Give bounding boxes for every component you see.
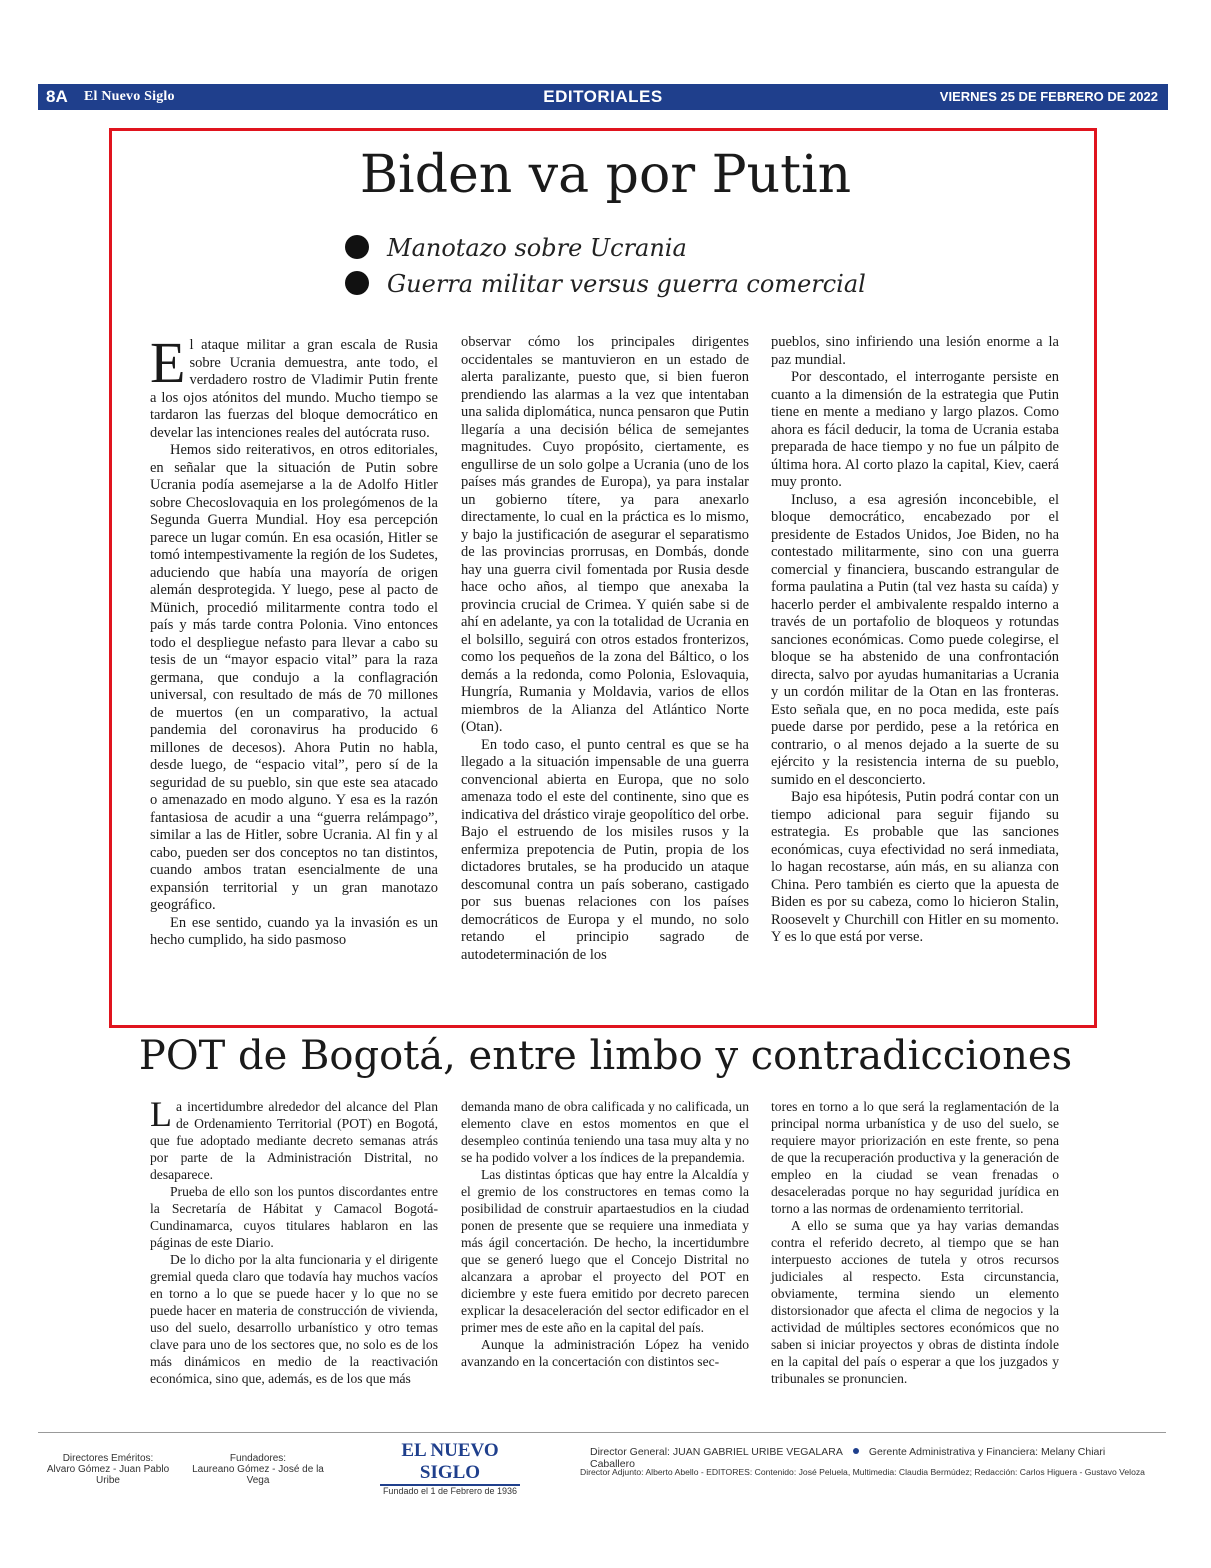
paragraph: Bajo esa hipótesis, Putin podrá contar con un tiempo adicional para seguir fijando su estrategia. Es probable que las sanciones económicas, cuya efectividad no será inmediata, lo hagan recostarse, aún más, en su alianza con China. Pero también es cierto que la apuesta de Biden es por su cabeza, como lo hicieron Stalin, Roosevelt y Churchill con Hitler en su momento. Y es lo que está por verse. [771, 789, 1059, 945]
paragraph: tores en torno a lo que será la reglamentación de la principal norma urbanística y de uso del suelo, se requiere mayor priorización en este frente, so pena de que la recuperación productiva y la generación de empleo en la ciudad se vean frenadas o desaceleradas porque no hay seguridad jurídica en torno a las normas de ordenamiento territorial. [771, 1099, 1059, 1216]
paragraph: A ello se suma que ya hay varias demandas contra el referido decreto, al tiempo que se han interpuesto acciones de tutela y otros recursos judiciales al respecto. Esta circunstancia, obviamente, termina siendo un elemento distorsionador que afecta el clima de negocios y la actividad de múltiples sectores económicos que no saben si iniciar proyectos y obras de distinta índole en la capital del país o esperar a que los juzgados y tribunales se pronuncien. [771, 1218, 1059, 1386]
paragraph: observar cómo los principales dirigentes occidentales se mantuvieron en un estado de alerta paralizante, puesto que, si bien fueron prendiendo las alarmas a la vez que intentaban una salida diplomática, nunca pensaron que Putin llegaría a una decisión bélica de semejantes magnitudes. Cuyo propósito, ciertamente, es engullirse de un solo golpe a Ucrania (uno de los países más grandes de Europa), ya para instalar un gobierno títere, ya para anexarlo directamente, lo cual en la práctica es lo mismo, y bajo la justificación de asegurar el separatismo de las provincias prorrusas, en Dombás, donde hay una guerra civil fomentada por Rusia desde hace ocho años, al tiempo que anexaba la provincia crucial de Crimea. Y quién sabe si de ahí en adelante, ya con la totalidad de Ucrania en el bolsillo, seguirá con otros estados fronterizos, como los pequeños de la zona del Báltico, o los demás a la redonda, como Polonia, Eslovaquia, Hungría, Rumania y Moldavia, varios de ellos miembros de la Alianza del Atlántico Norte (Otan). [461, 334, 749, 735]
editorial-1-bullets [345, 230, 866, 302]
paragraph: demanda mano de obra calificada y no calificada, un elemento clave en estos momentos en que el desempleo continúa teniendo una tasa muy alta y no se ha podido volver a los índices de la prepandemia. [461, 1099, 749, 1165]
paragraph: El ataque militar a gran escala de Rusia sobre Ucrania demuestra, ante todo, el verdadero rostro de Vladimir Putin frente a los ojos atónitos del mundo. Mucho tiempo se tardaron las fuerzas del bloque democrático en develar las intenciones reales del autócrata ruso. [150, 330, 438, 441]
paragraph: En ese sentido, cuando ya la invasión es un hecho cumplido, ha sido pasmoso [150, 914, 438, 948]
page-header-bar [38, 84, 1168, 110]
paragraph: Las distintas ópticas que hay entre la Alcaldía y el gremio de los constructores en temas como la posibilidad de construir apartaestudios en la ciudad ponen de presente que se requiere una inmediata y más ágil concertación. De hecho, la incertidumbre que se generó luego que el Concejo Distrital no alcanzara a aprobar el proyecto del POT en diciembre y este fuera emitido por decreto parecen explicar la desaceleración del sector edificador en el primer mes de este año en la capital del país. [461, 1167, 749, 1335]
paragraph: Hemos sido reiterativos, en otros editoriales, en señalar que la situación de Putin sobre Ucrania podía asemejarse a la de Adolfo Hitler sobre Checoslovaquia en los prolegómenos de la Segunda Guerra Mundial. Hoy esa percepción parece un lugar común. En esa ocasión, Hitler se tomó intempestivamente la región de los Sudetes, aduciendo que había una mayoría de origen alemán desprotegida. Y luego, pese al pacto de Münich, procedió militarmente contra todo el país y más tarde contra Polonia. Vino entonces todo el despliegue nefasto para llevar a cabo su tesis de un “mayor espacio vital” para la raza germana, que condujo a la conflagración universal, con resultado de más de 70 millones de muertos (en un comparativo, la actual pandemia del coronavirus ha producido 6 millones de decesos). Ahora Putin no habla, desde luego, de “espacio vital”, pero sí de la seguridad de su pueblo, sin que este sea atacado o amenazado en modo alguno. Y esa es la razón fantasiosa de acudir a una “guerra relámpago”, similar a las de Hitler, sobre Ucrania. Al fin y al cabo, pueden ser dos conceptos no tan distintos, cuando ambos tratan esencialmente de una expansión territorial y un gran manotazo geográfico. [150, 442, 438, 913]
paragraph: En todo caso, el punto central es que se ha llegado a la situación impensable de una guerra convencional abierta en Europa, que no solo amenaza todo el este del continente, sino que es indicativa del drástico viraje geopolítico del orbe. Bajo el estruendo de los misiles rusos y la enfermiza prepotencia de Putin, propia de los dictadores brutales, se ha producido un ataque descomunal contra un país soberano, castigado por sus buenas relaciones con los países democráticos de Europa y el mundo, no solo retando el principio sagrado de autodeterminación de los [461, 736, 749, 963]
bullet-item: Manotazo sobre Ucrania [345, 230, 866, 266]
editorial-2-column-3 [771, 1098, 1059, 1387]
paragraph: De lo dicho por la alta funcionaria y el dirigente gremial queda claro que todavía hay muchos vacíos en torno a lo que se puede hacer y lo que no se puede hacer en materia de construcción de vivienda, uso del suelo, desarrollo urbanístico y otro temas clave para uno de los sectores que, no solo es de los más dinámicos en medio de la reactivación económica, sino que, además, es de los que más [150, 1252, 438, 1386]
editorial-1-title: Biden va por Putin [359, 145, 852, 205]
separator-dot-icon [853, 1448, 859, 1454]
paragraph: Incluso, a esa agresión inconcebible, el bloque democrático, encabezado por el presidente de Estados Unidos, Joe Biden, no ha contestado militarmente, sino con una guerra comercial y financiera, buscando estrangular de forma paulatina a Putin (tal vez hasta su caída) y hacerlo perder el ambivalente respaldo interno a través de un portafolio de bloqueos y rotundas sanciones económicas. Como puede colegirse, el bloque se ha abstenido de una confrontación directa, salvo por ayudas humanitarias a Ucrania y un cordón militar de la Otan en las fronteras. Esto señala que, en no poca medida, este país puede darse por perdido, pese a la retórica en contrario, o al menos dejado a la suerte de su ejército y la resistencia interna de su pueblo, sumido en el desconcierto. [771, 491, 1059, 788]
paragraph: La incertidumbre alrededor del alcance del Plan de Ordenamiento Territorial (POT) en Bogotá, que fue adoptado mediante decreto semanas atrás por parte de la Administración Distrital, no desaparece. [150, 1094, 438, 1182]
paragraph: pueblos, sino infiriendo una lesión enorme a la paz mundial. [771, 334, 1059, 368]
footer-founders: Fundadores: Laureano Gómez - José de la Vega [192, 1453, 324, 1486]
footer-emeritus: Directores Eméritos: Alvaro Gómez - Juan Pablo Uribe [46, 1453, 170, 1486]
bullet-dot-icon [345, 235, 369, 259]
paragraph: Por descontado, el interrogante persiste en cuanto a la dimensión de la estrategia que Putin tiene en mente a mediano y largo plazos. Como ahora es fácil deducir, la toma de Ucrania estaba preparada de hace tiempo y no fue un pálpito de última hora. Al corto plazo la capital, Kiev, caerá muy pronto. [771, 369, 1059, 490]
editorial-2-column-1 [150, 1094, 438, 1387]
footer-staff: Director Adjunto: Alberto Abello - EDITORES: Contenido: José Peluela, Multimedia: Claudia Bermúdez; Redacción: Carlos Higuera - Gustavo Veloza [580, 1467, 1145, 1477]
director-general: Director General: JUAN GABRIEL URIBE VEGALARA [590, 1446, 843, 1458]
drop-cap: L [150, 1094, 172, 1134]
editorial-1-column-1 [150, 330, 438, 950]
paragraph: Prueba de ello son los puntos discordantes entre la Secretaría de Hábitat y Camacol Bogotá-Cundinamarca, cuyos titulares hablaron en las páginas de este Diario. [150, 1184, 438, 1250]
section-title: EDITORIALES [543, 87, 663, 106]
editorial-1-column-3 [771, 334, 1059, 947]
editorial-2-column-2 [461, 1098, 749, 1370]
bullet-item: Guerra militar versus guerra comercial [345, 266, 866, 302]
founded-date: Fundado el 1 de Febrero de 1936 [382, 1486, 518, 1496]
issue-date: VIERNES 25 DE FEBRERO DE 2022 [939, 89, 1158, 104]
editorial-1-column-2 [461, 334, 749, 964]
masthead-brand: El Nuevo Siglo [84, 89, 175, 104]
footer-logo: EL NUEVO SIGLO Fundado el 1 de Febrero de 1936 [380, 1440, 520, 1496]
footer-divider [38, 1432, 1166, 1433]
drop-cap: E [150, 330, 186, 395]
paragraph: Aunque la administración López ha venido avanzando en la concertación con distintos sec- [461, 1337, 749, 1369]
general-manager: Gerente Administrativa y Financiera: Melany Chiari Caballero [590, 1446, 1106, 1470]
editorial-2-title: POT de Bogotá, entre limbo y contradicciones [138, 1033, 1073, 1079]
page-number: 8A [46, 87, 68, 106]
bullet-dot-icon [345, 271, 369, 295]
